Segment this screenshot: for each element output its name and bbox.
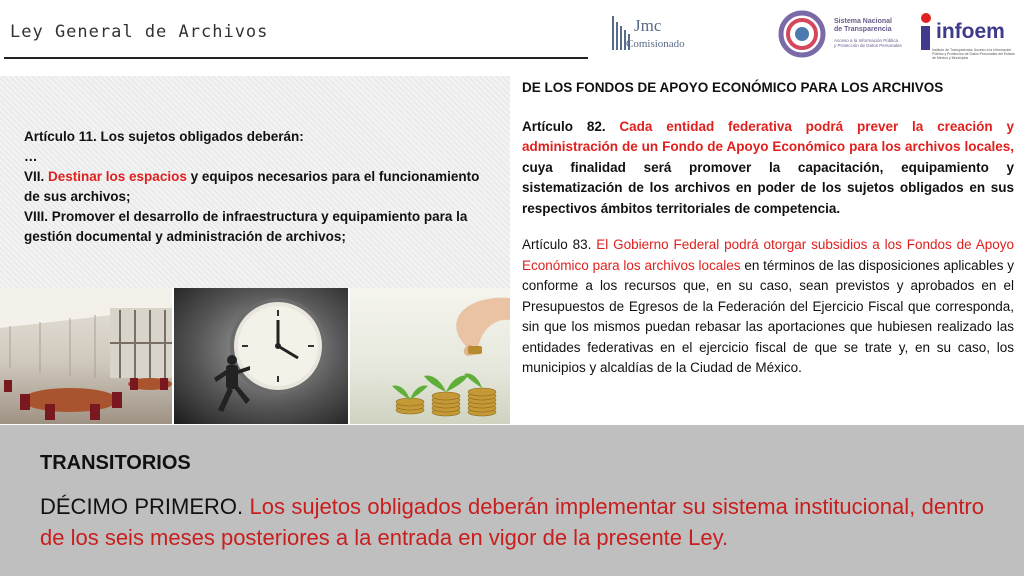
article-11-intro: Artículo 11. Los sujetos obligados deberán: [24, 129, 304, 144]
title-divider [4, 57, 588, 59]
transitorios-text: DÉCIMO PRIMERO. Los sujetos obligados deberán implementar su sistema institucional, dentro de los seis meses posteriores a la entrada en vigor de la presente Ley. [40, 494, 984, 550]
transitorios-band [0, 425, 1024, 576]
office-room-photo [0, 288, 172, 424]
jmc-logo-name: Jmc [634, 16, 662, 35]
coins-plant-photo [350, 288, 510, 424]
snt-logo [776, 10, 906, 58]
article-11-ellipsis: … [24, 149, 38, 164]
jmc-logo [612, 10, 722, 56]
transitorios-title: TRANSITORIOS [40, 452, 191, 474]
section-heading: DE LOS FONDOS DE APOYO ECONÓMICO PARA LOS ARCHIVOS [522, 80, 944, 95]
article-11-vii: VII. Destinar los espacios y equipos necesarios para el funcionamiento de sus archivos; [24, 169, 480, 204]
infoem-logo-tagline: Instituto de Transparencia, Acceso a la Información Pública y Protección de Datos Personales del Estado de México y Municipios [932, 48, 1015, 60]
article-82: Artículo 82. Cada entidad federativa podrá prever la creación y administración de un Fondo de Apoyo Económico para los archivos locales, cuya finalidad será promover la capacitación, equipamiento y sistematización de los archivos en poder de los sujetos obligados en sus respectivos ámbitos territoriales de competencia. [522, 118, 1014, 216]
articles-82-83 [522, 78, 1014, 379]
article-11 [24, 127, 484, 247]
jmc-logo-subtitle: Comisionado [626, 38, 685, 50]
infoem-emblem-icon [918, 12, 938, 52]
clock-photo [174, 288, 348, 424]
header-bar [0, 0, 1024, 70]
slide-title: Ley General de Archivos [10, 22, 269, 42]
snt-emblem-icon [776, 10, 830, 58]
infoem-logo [918, 8, 1018, 60]
infoem-logo-name: infoem [936, 20, 1005, 43]
snt-logo-title: Sistema Nacional de Transparencia [834, 18, 892, 33]
snt-logo-subtitle: Acceso a la Información Pública y Protección de Datos Personales [834, 38, 902, 48]
article-83: Artículo 83. El Gobierno Federal podrá otorgar subsidios a los Fondos de Apoyo Económico para los archivos locales en términos de las disposiciones aplicables y conforme a los recursos que, en su caso, sean previstos y aprobados en el Presupuestos de Egresos de la Federación del Ejercicio Fiscal que corresponda, sin que los mismos puedan rebasar las aportaciones que hubiesen realizado las entidades federativas en el ejercicio fiscal de que se trate y, en su caso, los municipios y alcaldías de la Ciudad de México. [522, 237, 1014, 375]
article-11-viii: VIII. Promover el desarrollo de infraestructura y equipamiento para la gestión documental y administración de archivos; [24, 209, 468, 244]
